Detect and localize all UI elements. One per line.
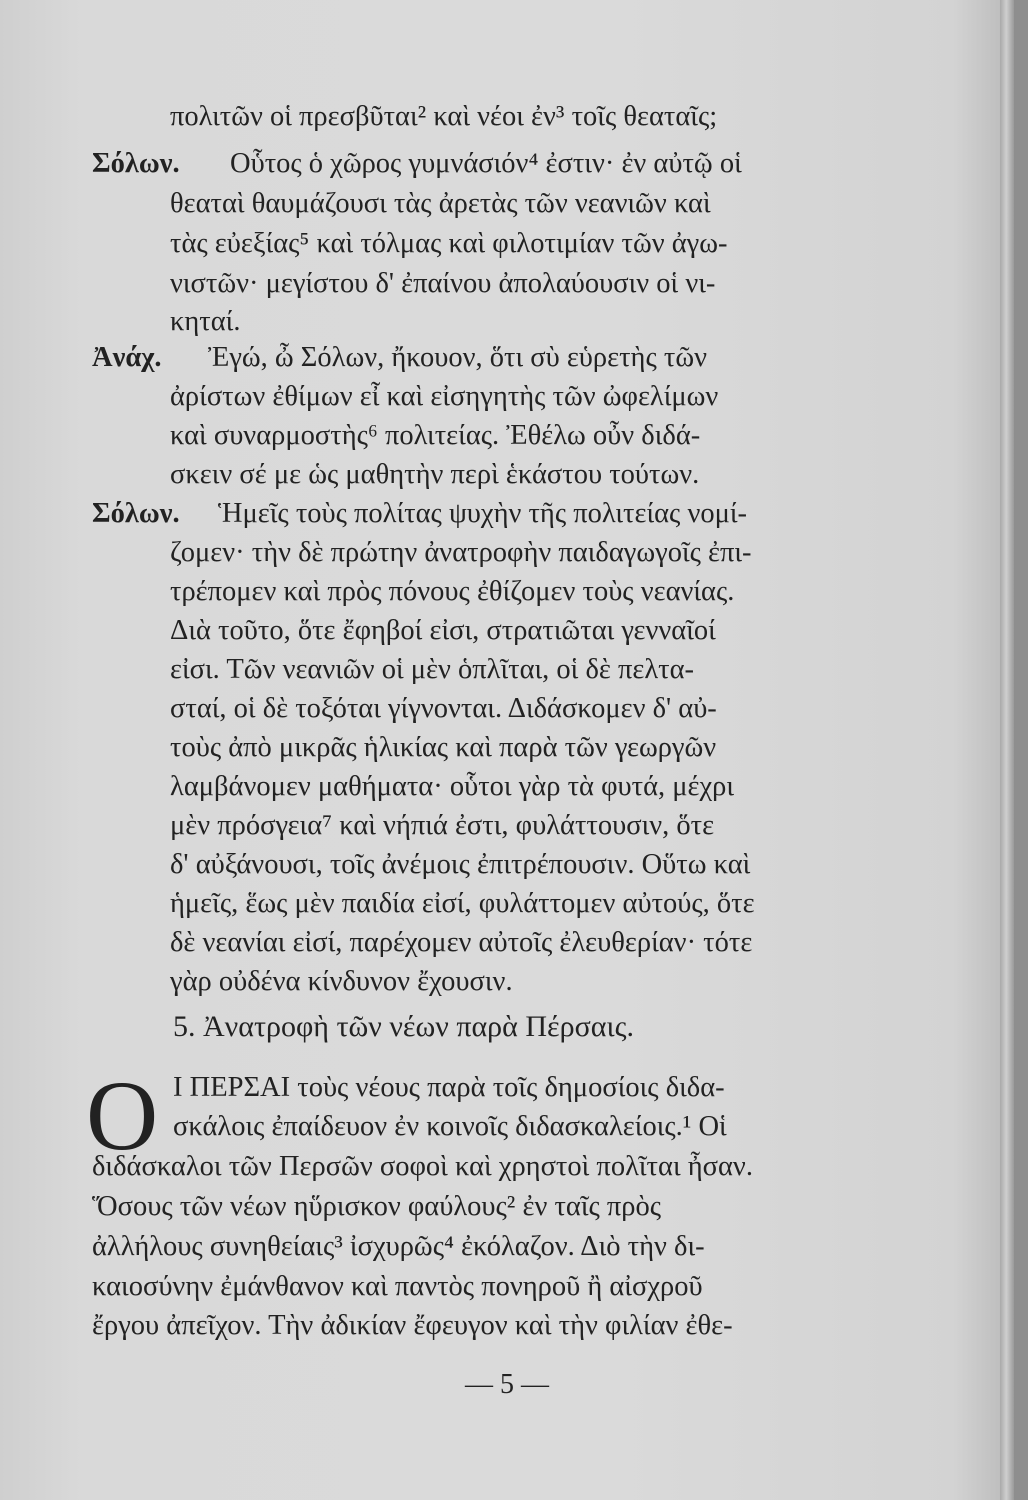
text-line: λαμβάνομεν μαθήματα· οὗτοι γὰρ τὰ φυτά, μέχρι	[170, 771, 735, 802]
text-line: σταί, οἱ δὲ τοξόται γίγνονται. Διδάσκομεν δ' αὐ-	[170, 693, 717, 724]
speaker-label: Σόλων.	[92, 498, 180, 529]
text-line: καὶ συναρμοστὴς⁶ πολιτείας. Ἐθέλω οὖν διδά-	[170, 420, 701, 451]
text-line: ζομεν· τὴν δὲ πρώτην ἀνατροφὴν παιδαγωγοῖς ἐπι-	[170, 537, 752, 568]
text-line: διδάσκαλοι τῶν Περσῶν σοφοὶ καὶ χρηστοὶ πολῖται ἦσαν.	[92, 1151, 753, 1182]
text-line: νιστῶν· μεγίστου δ' ἐπαίνου ἀπολαύουσιν οἱ νι-	[170, 268, 716, 299]
text-line: μὲν πρόσγεια⁷ καὶ νήπιά ἐστι, φυλάττουσιν, ὅτε	[170, 810, 715, 841]
text-line: δ' αὐξάνουσι, τοῖς ἀνέμοις ἐπιτρέπουσιν. Οὕτω καὶ	[170, 849, 751, 880]
section-heading: 5. Ἀνατροφὴ τῶν νέων παρὰ Πέρσαις.	[173, 1010, 634, 1043]
text-line: τὰς εὐεξίας⁵ καὶ τόλμας καὶ φιλοτιμίαν τῶν ἀγω-	[170, 228, 728, 259]
text-line: Οὗτος ὁ χῶρος γυμνάσιόν⁴ ἐστιν· ἐν αὐτῷ οἱ	[230, 148, 742, 179]
text-line: θεαταὶ θαυμάζουσι τὰς ἀρετὰς τῶν νεανιῶν καὶ	[170, 188, 711, 219]
text-line: Ὅσους τῶν νέων ηὕρισκον φαύλους² ἐν ταῖς πρὸς	[92, 1191, 662, 1222]
text-line: καιοσύνην ἐμάνθανον καὶ παντὸς πονηροῦ ἢ αἰσχροῦ	[92, 1271, 703, 1302]
text-line: Διὰ τοῦτο, ὅτε ἔφηβοί εἰσι, στρατιῶται γενναῖοί	[170, 615, 716, 646]
page-number: — 5 —	[465, 1369, 549, 1400]
text-line: σκάλοις ἐπαίδευον ἐν κοινοῖς διδασκαλείοις.¹ Οἱ	[173, 1111, 727, 1142]
text-line: ἀλλήλους συνηθείαις³ ἰσχυρῶς⁴ ἐκόλαζον. Διὸ τὴν δι-	[92, 1231, 705, 1262]
text-line: Ἐγώ, ὦ Σόλων, ἤκουον, ὅτι σὺ εὑρετὴς τῶν	[208, 342, 707, 373]
text-line: ἔργου ἀπεῖχον. Τὴν ἀδικίαν ἔφευγον καὶ τὴν φιλίαν ἐθε-	[92, 1310, 733, 1341]
text-line: ἡμεῖς, ἕως μὲν παιδία εἰσί, φυλάττομεν αὐτούς, ὅτε	[170, 888, 755, 919]
text-line: ἀρίστων ἐθίμων εἶ καὶ εἰσηγητὴς τῶν ὠφελίμων	[170, 381, 719, 412]
text-line: εἰσι. Τῶν νεανιῶν οἱ μὲν ὁπλῖται, οἱ δὲ πελτα-	[170, 654, 695, 685]
text-line: Ἡμεῖς τοὺς πολίτας ψυχὴν τῆς πολιτείας νομί-	[218, 498, 748, 529]
speaker-label: Σόλων.	[92, 148, 180, 179]
text-line: Ι ΠΕΡΣΑΙ τοὺς νέους παρὰ τοῖς δημοσίοις διδα-	[173, 1072, 725, 1103]
text-line: τρέπομεν καὶ πρὸς πόνους ἐθίζομεν τοὺς νεανίας.	[170, 576, 735, 607]
text-line: σκειν σέ με ὡς μαθητὴν περὶ ἑκάστου τούτων.	[170, 459, 700, 490]
text-line: γὰρ οὐδένα κίνδυνον ἔχουσιν.	[170, 966, 513, 997]
text-line: κηταί.	[170, 306, 241, 337]
text-line: τοὺς ἀπὸ μικρᾶς ἡλικίας καὶ παρὰ τῶν γεωργῶν	[170, 732, 717, 763]
text-line: δὲ νεανίαι εἰσί, παρέχομεν αὐτοῖς ἐλευθερίαν· τότε	[170, 927, 753, 958]
text-line: πολιτῶν οἱ πρεσβῦται² καὶ νέοι ἐν³ τοῖς θεαταῖς;	[170, 101, 718, 132]
speaker-label: Ἀνάχ.	[92, 342, 162, 373]
drop-cap: Ο	[86, 1060, 159, 1171]
